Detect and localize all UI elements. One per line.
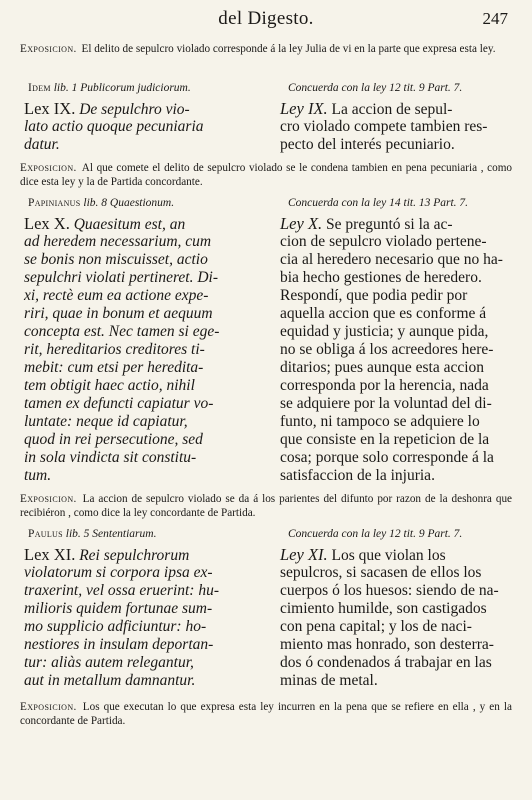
source-citation [28, 197, 174, 209]
lex-label: Lex IX. [24, 99, 76, 118]
spanish-text-line: minas de metal. [280, 672, 378, 689]
latin-text-line: lato actio quoque pecuniaria [24, 118, 204, 135]
exposicion-heading: Exposicion. [20, 493, 77, 505]
spanish-text-line [280, 101, 452, 118]
exposicion-text: Al que comete el delito de sepulcro violado se le condena tambien en pena pecuniaria , como dice esta ley y la de Partida concordante. [20, 162, 513, 188]
latin-text: Quaesitum est, an [73, 216, 186, 233]
ley-label: Ley IX. [280, 99, 328, 118]
spanish-text-line: funto, ni tampoco se adquiere lo [280, 413, 480, 430]
latin-text-line [24, 101, 190, 118]
exposicion-text: Los que executan lo que expresa esta ley incurren en la pena que se refiere en ella , y en la concordante de Partida. [20, 701, 512, 727]
exposicion-paragraph [20, 700, 512, 728]
latin-text-line: in sola vindicta sit constitu- [24, 449, 197, 466]
concordance-citation: Concuerda con la ley 12 tit. 9 Part. 7. [288, 82, 463, 94]
exposicion-paragraph [20, 42, 512, 56]
spanish-text-line: ditarios; pues aunque esta accion [280, 359, 485, 376]
latin-text-line: riri, quae in bonum et aequum [24, 305, 213, 322]
latin-text-line: xi, rectè eum ea actione expe- [24, 287, 209, 304]
exposicion-heading: Exposicion. [20, 162, 77, 174]
latin-text-line: violatorum si corpora ipsa ex- [24, 564, 213, 581]
exposicion-paragraph [20, 492, 512, 520]
spanish-text-line: cuerpos ó los huesos: siendo de na- [280, 582, 499, 599]
latin-text-line: milioris quidem fortunae sum- [24, 600, 213, 617]
latin-text-line: sepulchri violati pertineret. Di- [24, 269, 218, 286]
spanish-text-line: sepulcros, si sacasen de ellos los [280, 564, 482, 581]
spanish-text-line: cia al heredero necesario que no ha- [280, 251, 503, 268]
latin-text-line: luntate: neque id capiatur, [24, 413, 188, 430]
latin-text-line: aut in metallum damnantur. [24, 672, 196, 689]
exposicion-paragraph [20, 161, 512, 189]
ley-label: Ley X. [280, 214, 323, 233]
spanish-text-line: cro violado compete tambien res- [280, 118, 488, 135]
concordance-citation: Concuerda con la ley 14 tit. 13 Part. 7. [288, 197, 469, 209]
latin-text-line: tur: aliàs autem relegantur, [24, 654, 194, 671]
citation-book: lib. 8 Quaestionum. [83, 197, 175, 209]
spanish-text-line: cimiento humilde, son castigados [280, 600, 487, 617]
spanish-text-line: bia hecho gestiones de heredero. [280, 269, 482, 286]
latin-text-line: rit, hereditarios creditores ti- [24, 341, 205, 358]
spanish-text-line: miento mas honrado, son desterra- [280, 636, 494, 653]
spanish-text-line: aquella accion que es conforme á [280, 305, 487, 322]
ley-label: Ley XI. [280, 545, 328, 564]
latin-text-line: mebit: cum etsi per heredita- [24, 359, 204, 376]
latin-text: De sepulchro vio- [79, 101, 190, 118]
latin-text-line [24, 547, 189, 564]
spanish-text-line: con pena capital; y los de naci- [280, 618, 472, 635]
latin-text-line: ad heredem necessarium, cum [24, 233, 212, 250]
spanish-text-line: no se obliga á los acreedores here- [280, 341, 494, 358]
concordance-citation: Concuerda con la ley 12 tit. 9 Part. 7. [288, 528, 463, 540]
spanish-text-line: equidad y justicia; y aunque pida, [280, 323, 489, 340]
source-citation [28, 528, 156, 540]
latin-text-line: datur. [24, 136, 60, 153]
latin-text: Rei sepulchrorum [79, 547, 190, 564]
spanish-text-line: que consiste en la repeticion de la [280, 431, 490, 448]
spanish-text: La accion de sepul- [331, 101, 453, 118]
spanish-text-line: Respondí, que podia pedir por [280, 287, 468, 304]
spanish-text-line: cion de sepulcro violado pertene- [280, 233, 487, 250]
lex-label: Lex XI. [24, 545, 76, 564]
latin-text-line: tamen ex defuncti capiatur vo- [24, 395, 214, 412]
exposicion-heading: Exposicion. [20, 701, 77, 713]
latin-text-line: tem obtigit haec actio, nihil [24, 377, 195, 394]
latin-text-line: se bonis non miscuisset, actio [24, 251, 208, 268]
citation-author: Paulus [28, 528, 63, 540]
exposicion-text: El delito de sepulcro violado corresponde á la ley Julia de vi en la parte que expresa esta ley. [81, 43, 496, 55]
page-header [0, 8, 532, 34]
citation-book: lib. 1 Publicorum judiciorum. [53, 82, 191, 94]
spanish-text-line: cosa; porque solo corresponde á la [280, 449, 494, 466]
spanish-text-line [280, 216, 453, 233]
spanish-text-line: satisfaccion de la injuria. [280, 467, 435, 484]
exposicion-heading: Exposicion. [20, 43, 77, 55]
citation-author: Idem [28, 82, 51, 94]
latin-text-line [24, 216, 185, 233]
page-title: del Digesto. [218, 8, 314, 29]
source-citation [28, 82, 191, 94]
latin-text-line: traxerint, vel ossa eruerint: hu- [24, 582, 220, 599]
latin-text-line: nestiores in insulam deportan- [24, 636, 214, 653]
spanish-text-line: dos ó condenados á trabajar en las [280, 654, 492, 671]
latin-text-line: concepta est. Nec tamen si ege- [24, 323, 220, 340]
spanish-text-line: pecto del interés pecuniario. [280, 136, 455, 153]
latin-text-line: quod in rei persecutione, sed [24, 431, 203, 448]
exposicion-text: La accion de sepulcro violado se da á los parientes del difunto por razon de la deshonra que recibiéron , como dice la ley concordante de Partida. [20, 493, 513, 519]
spanish-text: Los que violan los [331, 547, 446, 564]
spanish-text-line: se adquiere por la voluntad del di- [280, 395, 492, 412]
spanish-text-line: corresponda por la herencia, nada [280, 377, 489, 394]
latin-text-line: mo supplicio adficiuntur: ho- [24, 618, 207, 635]
page-number: 247 [482, 9, 508, 28]
latin-text-line: tum. [24, 467, 52, 484]
lex-label: Lex X. [24, 214, 70, 233]
spanish-text-line [280, 547, 446, 564]
citation-author: Papinianus [28, 197, 81, 209]
citation-book: lib. 5 Sententiarum. [65, 528, 157, 540]
spanish-text: Se preguntó si la ac- [326, 216, 453, 233]
